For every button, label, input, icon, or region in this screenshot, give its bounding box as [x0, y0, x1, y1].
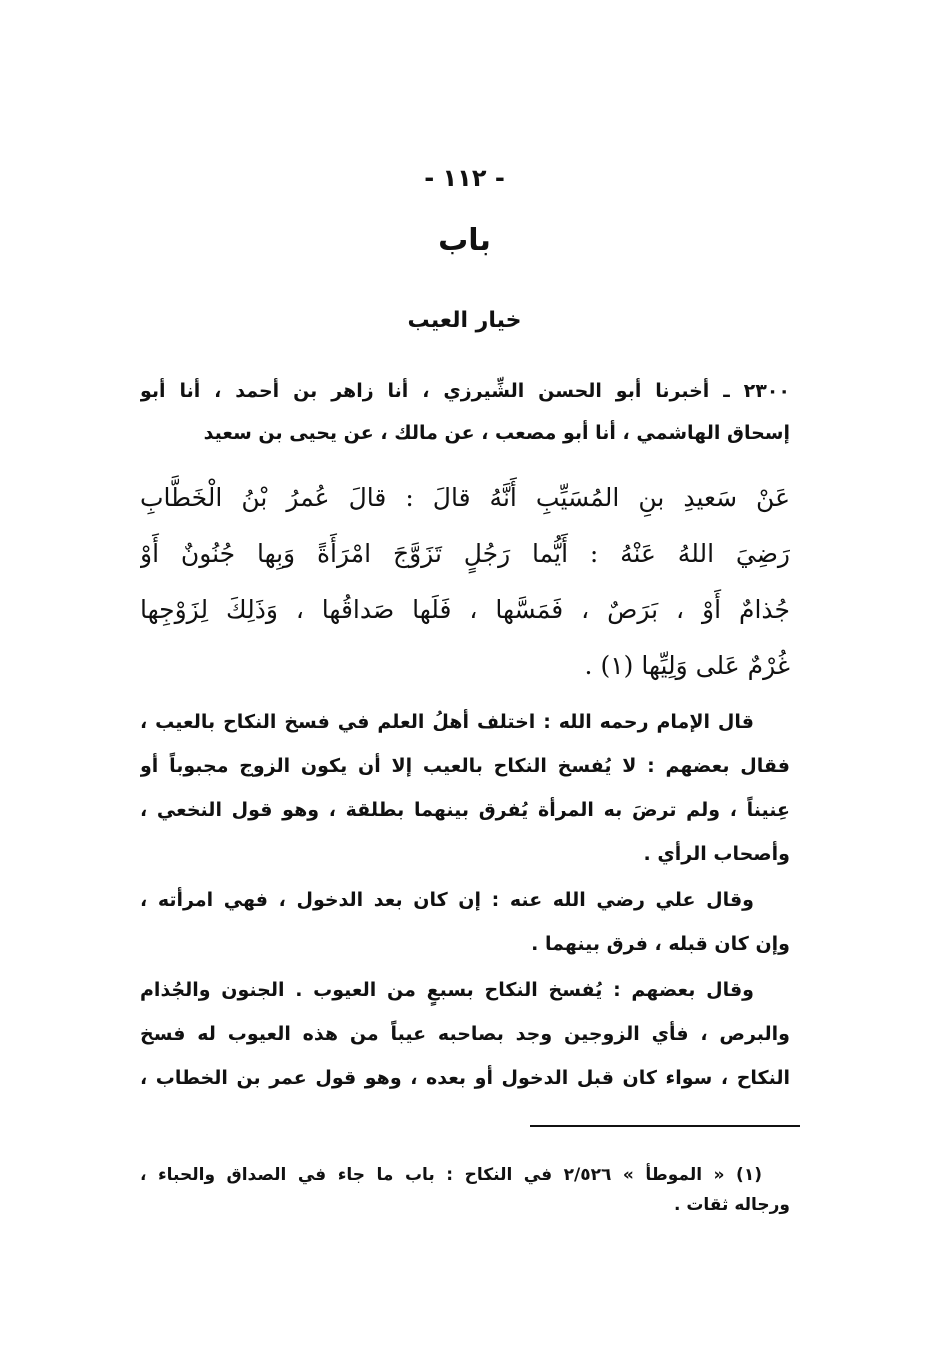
section-title: خيار العيب	[407, 308, 522, 333]
isnad	[140, 370, 790, 454]
paragraph-line: وقال علي رضي الله عنه : إن كان بعد الدخول ، فهي امرأته ،	[140, 889, 754, 911]
paragraph-line: وإن كان قبله ، فرق بينهما .	[531, 933, 790, 955]
hadith-line: رَضِيَ اللهُ عَنْهُ : أَيُّما رَجُلٍ تَزَوَّجَ امْرَأَةً وَبِها جُنُونٌ أَوْ	[140, 539, 790, 568]
footnote	[140, 1160, 790, 1220]
isnad-line: إسحاق الهاشمي ، أنا أبو مصعب ، عن مالك ، عن يحيى بن سعيد	[203, 422, 790, 444]
paragraph-line: عِنيناً ، ولم ترضَ به المرأة يُفرق بينهما بطلقة ، وهو قول النخعي ،	[140, 799, 790, 821]
footnote-line: ورجاله ثقات .	[673, 1195, 790, 1215]
commentary-paragraph	[140, 878, 790, 966]
commentary-paragraph	[140, 968, 790, 1100]
page-number: - ١١٢ -	[424, 164, 505, 192]
hadith-line: غُرْمٌ عَلى وَلِيِّها (١) .	[584, 651, 790, 680]
hadith-text	[140, 470, 790, 694]
footnote-line: (١) « الموطأ » ٢/٥٢٦ في النكاح : باب ما جاء في الصداق والحباء ،	[140, 1165, 762, 1185]
chapter-title: باب	[438, 223, 491, 258]
hadith-line: عَنْ سَعيدِ بنِ المُسَيِّبِ أَنَّهُ قالَ : قالَ عُمرُ بْنُ الْخَطَّابِ	[140, 483, 790, 512]
isnad-line: ٢٣٠٠ ـ أخبرنا أبو الحسن الشِّيرزي ، أنا زاهر بن أحمد ، أنا أبو	[140, 380, 790, 402]
footnote-divider	[530, 1125, 800, 1127]
hadith-line: جُذامٌ أَوْ ، بَرَصٌ ، فَمَسَّها ، فَلَها صَداقُها ، وَذَلِكَ لِزَوْجِها	[140, 595, 790, 624]
paragraph-line: فقال بعضهم : لا يُفسخ النكاح بالعيب إلا أن يكون الزوج مجبوباً أو	[140, 755, 790, 777]
paragraph-line: النكاح ، سواء كان قبل الدخول أو بعده ، وهو قول عمر بن الخطاب ،	[140, 1067, 790, 1089]
paragraph-line: قال الإمام رحمه الله : اختلف أهلُ العلم في فسخ النكاح بالعيب ،	[140, 711, 754, 733]
commentary-paragraph	[140, 700, 790, 876]
paragraph-line: وأصحاب الرأي .	[643, 843, 790, 865]
paragraph-line: والبرص ، فأي الزوجين وجد بصاحبه عيباً من هذه العيوب له فسخ	[140, 1023, 790, 1045]
paragraph-line: وقال بعضهم : يُفسخ النكاح بسبعٍ من العيوب . الجنون والجُذام	[140, 979, 754, 1001]
